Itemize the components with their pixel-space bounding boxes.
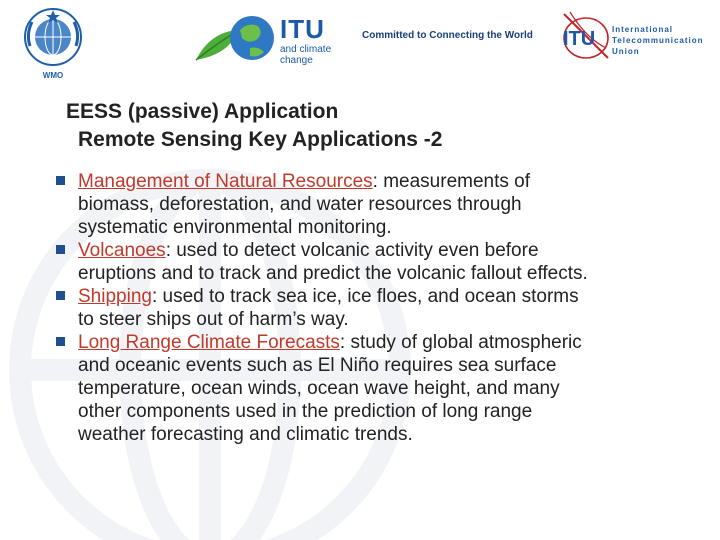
wmo-emblem-icon <box>22 6 84 68</box>
globe-leaf-icon <box>190 8 280 70</box>
square-bullet-icon <box>56 176 65 185</box>
slide-title <box>66 98 442 154</box>
wmo-logo <box>22 6 84 80</box>
square-bullet-icon <box>56 245 65 254</box>
bullet-item <box>56 170 596 239</box>
tagline: Committed to Connecting the World <box>362 30 533 41</box>
bullet-text: : used to detect volcanic activity even before eruptions and to track and predict the volcanic fallout effects. <box>78 240 588 284</box>
itu-climate-change-logo <box>190 8 360 70</box>
bullet-item <box>56 285 596 331</box>
bullet-term-link[interactable]: Long Range Climate Forecasts <box>78 332 340 353</box>
wmo-logo-text: WMO <box>42 71 64 80</box>
bullet-term-link[interactable]: Volcanoes <box>78 240 166 261</box>
title-line-1: EESS (passive) Application <box>66 100 339 123</box>
square-bullet-icon <box>56 337 65 346</box>
itu-logo <box>560 8 715 64</box>
square-bullet-icon <box>56 291 65 300</box>
itu-cc-subtitle: and climate change <box>280 44 332 66</box>
title-line-2: Remote Sensing Key Applications -2 <box>78 128 443 151</box>
itu-logo-abbr: ITU <box>563 28 596 50</box>
bullet-list <box>56 170 596 446</box>
bullet-item <box>56 239 596 285</box>
bullet-text: : study of global atmospheric and oceanic events such as El Niño requires sea surface temperature, ocean winds, ocean wave height, and many other components used in the prediction of long range weather forecasting and climatic trends. <box>78 332 582 445</box>
bullet-term-link[interactable]: Management of Natural Resources <box>78 171 373 192</box>
itu-emblem-icon <box>560 8 612 64</box>
bullet-term-link[interactable]: Shipping <box>78 286 152 307</box>
bullet-item <box>56 331 596 446</box>
itu-logo-name: International Telecommunication Union <box>612 25 704 56</box>
itu-cc-title: ITU <box>280 14 325 44</box>
bullet-text: : measurements of biomass, deforestation, and water resources through systematic environmental monitoring. <box>78 171 530 238</box>
bullet-text: : used to track sea ice, ice floes, and ocean storms to steer ships out of harm’s way. <box>78 286 579 330</box>
